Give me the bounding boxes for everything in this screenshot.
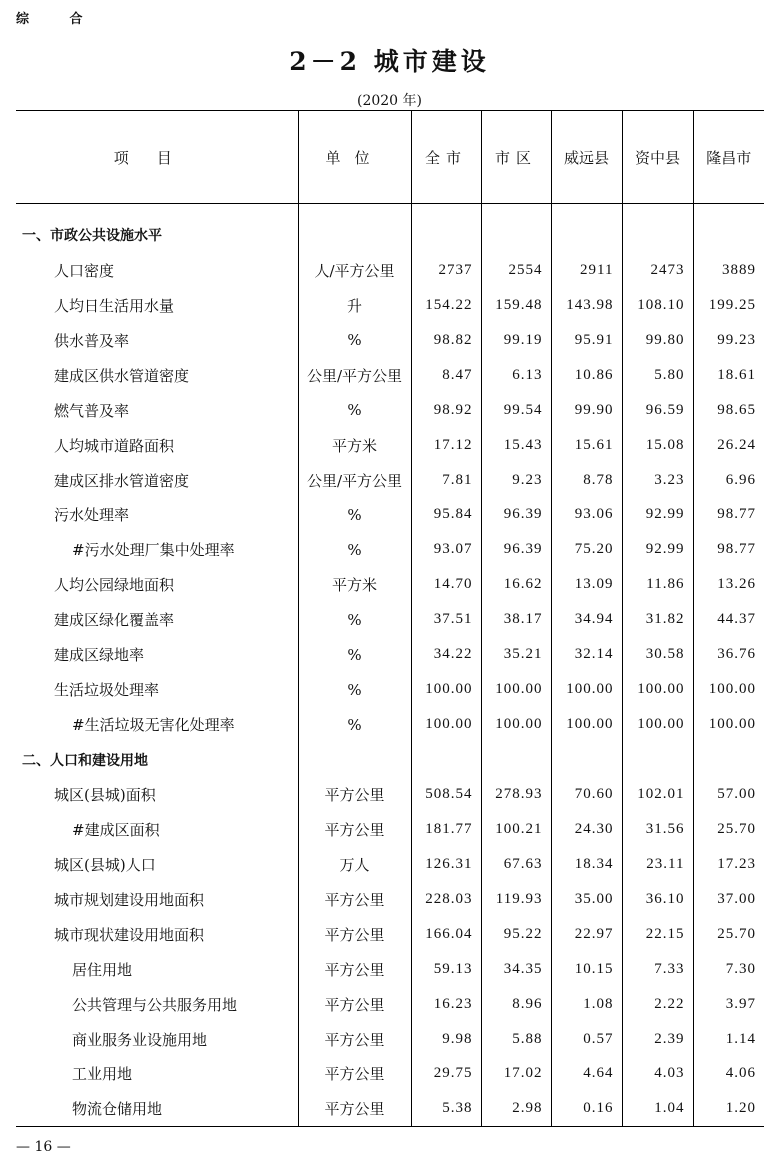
row-value: 108.10 xyxy=(622,288,693,323)
row-value: 59.13 xyxy=(411,952,481,987)
row-value: 96.39 xyxy=(481,532,551,567)
table-row xyxy=(16,847,764,882)
row-unit: 平方公里 xyxy=(298,952,411,987)
row-value: 95.22 xyxy=(481,917,551,952)
row-unit: 平方公里 xyxy=(298,1057,411,1092)
row-item-label: 城市现状建设用地面积 xyxy=(54,925,205,944)
row-value: 31.56 xyxy=(622,812,693,847)
row-value: 199.25 xyxy=(693,288,764,323)
row-item-label: 城区(县城)人口 xyxy=(54,855,156,874)
row-value: 13.09 xyxy=(551,567,622,602)
row-value: 13.26 xyxy=(693,567,764,602)
city-construction-table xyxy=(16,110,764,1127)
page-number: — 16 — xyxy=(16,1139,71,1155)
row-unit: % xyxy=(298,602,411,637)
row-value xyxy=(622,742,693,777)
row-value: 5.80 xyxy=(622,358,693,393)
row-item-label: 一、市政公共设施水平 xyxy=(22,228,162,245)
row-value: 15.61 xyxy=(551,428,622,463)
row-item-label: 建成区绿化覆盖率 xyxy=(54,611,175,630)
row-value: 100.21 xyxy=(481,812,551,847)
row-value: 4.03 xyxy=(622,1057,693,1092)
row-value: 4.64 xyxy=(551,1057,622,1092)
table-row xyxy=(16,532,764,567)
year-label: (2020 年) xyxy=(356,93,422,109)
row-value: 99.80 xyxy=(622,323,693,358)
row-value: 100.00 xyxy=(481,707,551,742)
row-value: 100.00 xyxy=(411,672,481,707)
row-value: 29.75 xyxy=(411,1057,481,1092)
table-row xyxy=(16,672,764,707)
row-value xyxy=(411,218,481,253)
row-unit: 万人 xyxy=(298,847,411,882)
row-value: 98.65 xyxy=(693,393,764,428)
row-value: 24.30 xyxy=(551,812,622,847)
row-value: 1.08 xyxy=(551,987,622,1022)
row-value: 8.78 xyxy=(551,463,622,498)
row-value: 31.82 xyxy=(622,602,693,637)
row-value: 99.19 xyxy=(481,323,551,358)
row-value: 23.11 xyxy=(622,847,693,882)
row-value: 7.30 xyxy=(693,952,764,987)
row-item-label: #污水处理厂集中处理率 xyxy=(72,541,235,560)
row-item-label: 人均公园绿地面积 xyxy=(54,576,175,595)
table-row xyxy=(16,1022,764,1057)
table-header-row xyxy=(16,111,764,204)
row-value: 17.23 xyxy=(693,847,764,882)
row-value: 2473 xyxy=(622,253,693,288)
table-row xyxy=(16,602,764,637)
table-row xyxy=(16,987,764,1022)
row-item-label: #生活垃圾无害化处理率 xyxy=(72,716,235,735)
row-value: 2.39 xyxy=(622,1022,693,1057)
row-value: 100.00 xyxy=(481,672,551,707)
row-value: 1.20 xyxy=(693,1091,764,1126)
row-value: 119.93 xyxy=(481,882,551,917)
row-value: 2.22 xyxy=(622,987,693,1022)
row-item-label: 人均日生活用水量 xyxy=(54,296,175,315)
row-value: 1.14 xyxy=(693,1022,764,1057)
row-value: 30.58 xyxy=(622,637,693,672)
table-row xyxy=(16,253,764,288)
row-item-label: 污水处理率 xyxy=(54,506,130,525)
table-row xyxy=(16,218,764,253)
header-weiyuan: 威远县 xyxy=(551,111,622,204)
row-unit: 人/平方公里 xyxy=(298,253,411,288)
row-value: 38.17 xyxy=(481,602,551,637)
row-value: 278.93 xyxy=(481,777,551,812)
spacer-row xyxy=(16,204,764,219)
row-value: 22.97 xyxy=(551,917,622,952)
row-unit: % xyxy=(298,672,411,707)
row-value: 95.84 xyxy=(411,498,481,533)
row-value: 22.15 xyxy=(622,917,693,952)
row-value: 8.96 xyxy=(481,987,551,1022)
row-item-label: 二、人口和建设用地 xyxy=(22,752,148,769)
row-value: 9.23 xyxy=(481,463,551,498)
row-unit: % xyxy=(298,637,411,672)
row-item-label: 生活垃圾处理率 xyxy=(54,681,160,700)
row-unit: 平方公里 xyxy=(298,1091,411,1126)
row-value xyxy=(411,742,481,777)
table-row xyxy=(16,393,764,428)
row-item-label: #建成区面积 xyxy=(72,820,160,839)
table-row xyxy=(16,428,764,463)
row-value: 16.62 xyxy=(481,567,551,602)
row-item-label: 工业用地 xyxy=(72,1065,133,1084)
row-value xyxy=(693,742,764,777)
row-value: 98.77 xyxy=(693,532,764,567)
row-value: 9.98 xyxy=(411,1022,481,1057)
row-value: 1.04 xyxy=(622,1091,693,1126)
page-title: 2－2 城市建设 xyxy=(289,47,490,76)
row-item-label: 建成区绿地率 xyxy=(54,646,145,665)
row-value: 99.54 xyxy=(481,393,551,428)
row-value: 100.00 xyxy=(622,707,693,742)
row-unit: % xyxy=(298,323,411,358)
row-value xyxy=(551,742,622,777)
header-zizhong: 资中县 xyxy=(622,111,693,204)
row-value: 37.00 xyxy=(693,882,764,917)
row-item-label: 建成区供水管道密度 xyxy=(54,366,190,385)
table-row xyxy=(16,1091,764,1126)
row-value: 4.06 xyxy=(693,1057,764,1092)
row-value: 96.39 xyxy=(481,498,551,533)
row-value: 3.97 xyxy=(693,987,764,1022)
row-item-label: 居住用地 xyxy=(72,960,133,979)
row-value: 92.99 xyxy=(622,532,693,567)
row-unit: % xyxy=(298,498,411,533)
row-unit: 平方米 xyxy=(298,567,411,602)
row-value: 98.92 xyxy=(411,393,481,428)
row-value: 14.70 xyxy=(411,567,481,602)
table-row xyxy=(16,952,764,987)
row-unit: 平方公里 xyxy=(298,812,411,847)
row-value: 100.00 xyxy=(411,707,481,742)
row-value xyxy=(481,742,551,777)
row-value: 32.14 xyxy=(551,637,622,672)
row-unit xyxy=(298,742,411,777)
row-unit: 升 xyxy=(298,288,411,323)
row-value: 25.70 xyxy=(693,812,764,847)
table-row xyxy=(16,358,764,393)
row-value: 3.23 xyxy=(622,463,693,498)
row-value: 143.98 xyxy=(551,288,622,323)
row-value xyxy=(481,218,551,253)
row-value: 0.57 xyxy=(551,1022,622,1057)
row-unit: 平方公里 xyxy=(298,987,411,1022)
table-row xyxy=(16,637,764,672)
row-value xyxy=(693,218,764,253)
row-value: 126.31 xyxy=(411,847,481,882)
row-value: 17.02 xyxy=(481,1057,551,1092)
table-row xyxy=(16,498,764,533)
header-city-total: 全市 xyxy=(411,111,481,204)
row-value: 67.63 xyxy=(481,847,551,882)
row-value: 37.51 xyxy=(411,602,481,637)
row-value: 2737 xyxy=(411,253,481,288)
row-value: 2911 xyxy=(551,253,622,288)
row-value: 100.00 xyxy=(693,672,764,707)
row-value: 75.20 xyxy=(551,532,622,567)
table-row xyxy=(16,323,764,358)
row-item-label: 人均城市道路面积 xyxy=(54,436,175,455)
row-value: 18.61 xyxy=(693,358,764,393)
table-row xyxy=(16,707,764,742)
header-item: 项目 xyxy=(16,111,298,204)
row-value: 93.06 xyxy=(551,498,622,533)
row-value: 98.82 xyxy=(411,323,481,358)
row-value: 166.04 xyxy=(411,917,481,952)
row-item-label: 燃气普及率 xyxy=(54,401,130,420)
header-unit: 单位 xyxy=(298,111,411,204)
row-value: 0.16 xyxy=(551,1091,622,1126)
table-row xyxy=(16,777,764,812)
row-value: 36.10 xyxy=(622,882,693,917)
row-value: 35.21 xyxy=(481,637,551,672)
row-value: 16.23 xyxy=(411,987,481,1022)
row-value: 34.35 xyxy=(481,952,551,987)
row-value: 154.22 xyxy=(411,288,481,323)
row-value: 15.08 xyxy=(622,428,693,463)
row-value: 181.77 xyxy=(411,812,481,847)
row-value: 95.91 xyxy=(551,323,622,358)
row-value: 102.01 xyxy=(622,777,693,812)
row-value: 98.77 xyxy=(693,498,764,533)
row-unit: 平方公里 xyxy=(298,917,411,952)
row-unit: 平方米 xyxy=(298,428,411,463)
table-row xyxy=(16,742,764,777)
row-unit: 平方公里 xyxy=(298,882,411,917)
row-value: 159.48 xyxy=(481,288,551,323)
row-item-label: 建成区排水管道密度 xyxy=(54,471,190,490)
row-value: 35.00 xyxy=(551,882,622,917)
row-unit xyxy=(298,218,411,253)
row-item-label: 城区(县城)面积 xyxy=(54,785,156,804)
row-item-label: 供水普及率 xyxy=(54,331,130,350)
row-value: 100.00 xyxy=(551,672,622,707)
row-unit: % xyxy=(298,707,411,742)
table-row xyxy=(16,567,764,602)
row-value: 34.94 xyxy=(551,602,622,637)
row-value: 15.43 xyxy=(481,428,551,463)
row-value: 10.15 xyxy=(551,952,622,987)
row-value: 34.22 xyxy=(411,637,481,672)
row-item-label: 商业服务业设施用地 xyxy=(72,1030,208,1049)
row-value: 100.00 xyxy=(693,707,764,742)
row-value: 2.98 xyxy=(481,1091,551,1126)
row-value: 8.47 xyxy=(411,358,481,393)
row-value: 18.34 xyxy=(551,847,622,882)
row-unit: % xyxy=(298,393,411,428)
row-value: 7.81 xyxy=(411,463,481,498)
row-value: 99.90 xyxy=(551,393,622,428)
row-unit: 平方公里 xyxy=(298,777,411,812)
table-row xyxy=(16,917,764,952)
row-item-label: 公共管理与公共服务用地 xyxy=(72,995,238,1014)
header-longchang: 隆昌市 xyxy=(693,111,764,204)
row-value: 5.88 xyxy=(481,1022,551,1057)
table-row xyxy=(16,288,764,323)
row-item-label: 人口密度 xyxy=(54,261,115,280)
header-urban: 市区 xyxy=(481,111,551,204)
row-value: 99.23 xyxy=(693,323,764,358)
row-item-label: 城市规划建设用地面积 xyxy=(54,890,205,909)
row-value: 228.03 xyxy=(411,882,481,917)
row-value: 70.60 xyxy=(551,777,622,812)
row-value: 25.70 xyxy=(693,917,764,952)
row-value: 92.99 xyxy=(622,498,693,533)
row-value: 2554 xyxy=(481,253,551,288)
row-value: 44.37 xyxy=(693,602,764,637)
table-row xyxy=(16,882,764,917)
row-item-label: 物流仓储用地 xyxy=(16,1091,298,1126)
row-value: 6.13 xyxy=(481,358,551,393)
row-value: 3889 xyxy=(693,253,764,288)
row-value: 36.76 xyxy=(693,637,764,672)
table-row xyxy=(16,463,764,498)
row-value: 100.00 xyxy=(622,672,693,707)
table-row xyxy=(16,812,764,847)
row-value: 10.86 xyxy=(551,358,622,393)
table-row xyxy=(16,1057,764,1092)
row-value: 11.86 xyxy=(622,567,693,602)
row-value: 6.96 xyxy=(693,463,764,498)
row-value: 7.33 xyxy=(622,952,693,987)
row-value: 57.00 xyxy=(693,777,764,812)
row-value: 100.00 xyxy=(551,707,622,742)
row-value: 508.54 xyxy=(411,777,481,812)
row-unit: % xyxy=(298,532,411,567)
section-tag: 综 合 xyxy=(16,12,101,27)
row-value: 5.38 xyxy=(411,1091,481,1126)
row-value: 17.12 xyxy=(411,428,481,463)
row-unit: 平方公里 xyxy=(298,1022,411,1057)
row-unit: 公里/平方公里 xyxy=(298,463,411,498)
row-value: 26.24 xyxy=(693,428,764,463)
row-value xyxy=(622,218,693,253)
row-unit: 公里/平方公里 xyxy=(298,358,411,393)
row-value: 93.07 xyxy=(411,532,481,567)
row-value xyxy=(551,218,622,253)
row-value: 96.59 xyxy=(622,393,693,428)
